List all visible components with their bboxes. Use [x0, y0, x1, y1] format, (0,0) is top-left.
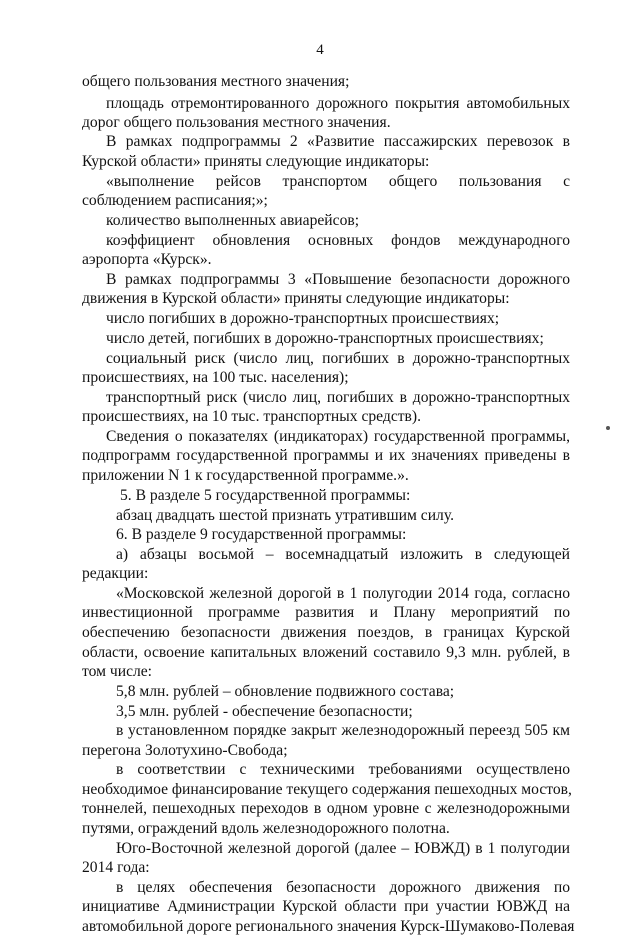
text-line: соблюдением расписания;»;: [82, 192, 268, 209]
text-line: Юго-Восточной железной дорогой (далее – ЮВЖД) в 1 полугодии: [116, 840, 570, 857]
text-line: инвестиционной программе развития и Плану мероприятий по: [82, 604, 570, 621]
text-line: 3,5 млн. рублей - обеспечение безопасности;: [116, 703, 413, 720]
text-line: редакции:: [82, 565, 149, 582]
text-line: 5. В разделе 5 государственной программы:: [120, 487, 411, 504]
text-line: площадь отремонтированного дорожного покрытия автомобильных: [106, 95, 570, 112]
text-line: количество выполненных авиарейсов;: [106, 212, 360, 229]
text-line: обеспечению безопасности движения поездов, в границах Курской: [82, 624, 570, 641]
text-line: «Московской железной дорогой в 1 полугодии 2014 года, согласно: [116, 585, 570, 602]
text-line: перегона Золотухино-Свобода;: [82, 742, 288, 759]
text-line: путями, ограждений вдоль железнодорожного полотна.: [82, 820, 450, 837]
text-line: Сведения о показателях (индикаторах) государственной программы,: [106, 428, 570, 445]
text-line: приложении N 1 к государственной программе.».: [82, 467, 409, 484]
text-line: абзац двадцать шестой признать утратившим силу.: [116, 507, 454, 524]
text-line: том числе:: [82, 663, 153, 680]
text-line: в соответствии с техническими требованиями осуществлено: [116, 761, 570, 778]
text-line: автомобильной дороге регионального значения Курск-Шумаково-Полевая: [82, 918, 575, 935]
text-line: подпрограмм государственной программы и их значениях приведены в: [82, 447, 570, 464]
text-line: В рамках подпрограммы 2 «Развитие пассажирских перевозок в: [106, 133, 570, 150]
text-line: 5,8 млн. рублей – обновление подвижного состава;: [116, 683, 455, 700]
text-line: а) абзацы восьмой – восемнадцатый изложить в следующей: [116, 546, 570, 563]
text-line: инициативе Администрации Курской области при участии ЮВЖД на: [82, 898, 570, 915]
text-line: необходимое финансирование текущего содержания пешеходных мостов,: [82, 781, 572, 798]
text-line: происшествиях, на 100 тыс. населения);: [82, 369, 349, 386]
text-line: В рамках подпрограммы 3 «Повышение безопасности дорожного: [106, 271, 570, 288]
text-line: движения в Курской области» приняты следующие индикаторы:: [82, 290, 510, 307]
text-line: транспортный риск (число лиц, погибших в дорожно-транспортных: [106, 389, 570, 406]
text-line: в целях обеспечения безопасности дорожного движения по: [116, 879, 570, 896]
text-line: число погибших в дорожно-транспортных происшествиях;: [106, 310, 500, 327]
text-line: тоннелей, пешеходных переходов в одном уровне с железнодорожными: [82, 800, 570, 817]
text-line: 6. В разделе 9 государственной программы:: [116, 526, 407, 543]
text-line: число детей, погибших в дорожно-транспортных происшествиях;: [106, 330, 544, 347]
text-line: области, освоение капитальных вложений составило 9,3 млн. рублей, в: [82, 644, 570, 661]
text-line: в установленном порядке закрыт железнодорожный переезд 505 км: [116, 722, 570, 739]
text-line: общего пользования местного значения;: [82, 73, 350, 90]
text-line: социальный риск (число лиц, погибших в дорожно-транспортных: [106, 350, 570, 367]
text-line: 2014 года:: [82, 859, 150, 876]
text-line: Курской области» приняты следующие индикаторы:: [82, 153, 430, 170]
text-line: «выполнение рейсов транспортом общего пользования с: [106, 173, 570, 190]
text-line: аэропорта «Курск».: [82, 251, 212, 268]
text-line: коэффициент обновления основных фондов международного: [106, 232, 570, 249]
text-line: происшествиях, на 10 тыс. транспортных средств).: [82, 408, 422, 425]
scan-speck: [606, 426, 610, 430]
page-number: 4: [316, 42, 324, 58]
text-line: дорог общего пользования местного значения.: [82, 114, 391, 131]
